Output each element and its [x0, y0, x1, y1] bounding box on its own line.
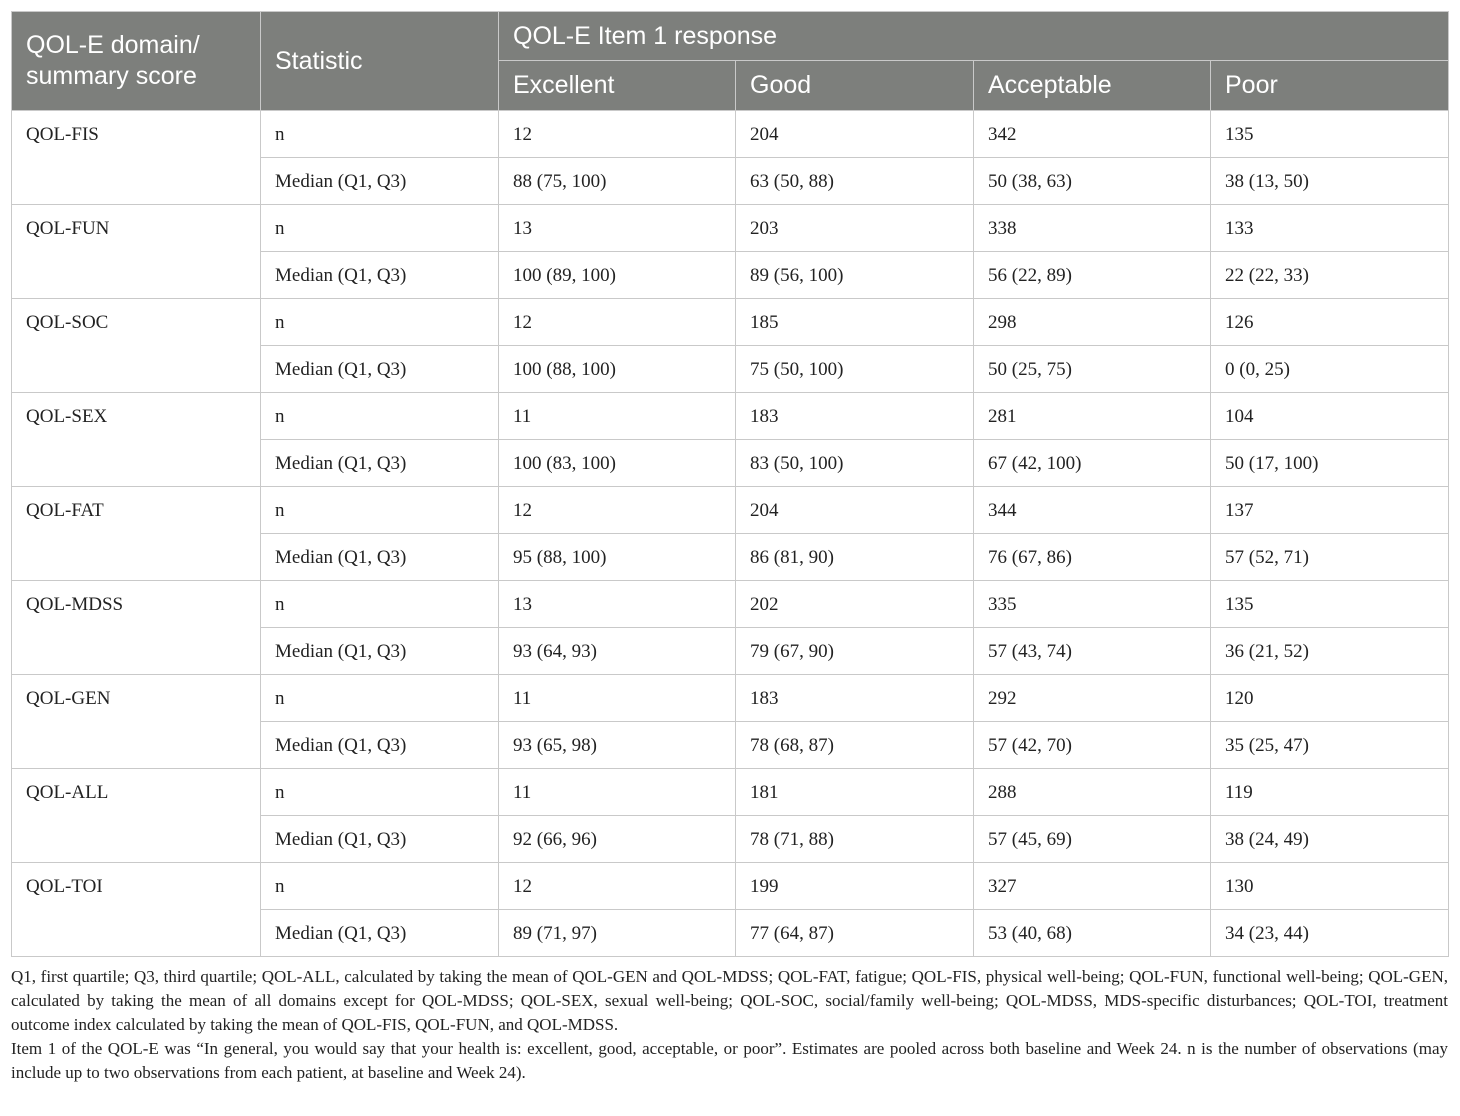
statistic-cell: n — [261, 393, 499, 440]
table-container — [11, 11, 1448, 1085]
value-cell: 63 (50, 88) — [736, 158, 974, 205]
value-cell: 292 — [974, 675, 1211, 722]
statistic-cell: n — [261, 863, 499, 910]
table-row — [12, 581, 1449, 628]
header-acceptable: Acceptable — [974, 61, 1211, 111]
value-cell: 344 — [974, 487, 1211, 534]
value-cell: 13 — [499, 205, 736, 252]
value-cell: 89 (71, 97) — [499, 910, 736, 957]
statistic-cell: Median (Q1, Q3) — [261, 628, 499, 675]
value-cell: 204 — [736, 111, 974, 158]
value-cell: 13 — [499, 581, 736, 628]
table-row — [12, 675, 1449, 722]
statistic-cell: Median (Q1, Q3) — [261, 252, 499, 299]
value-cell: 130 — [1211, 863, 1449, 910]
value-cell: 137 — [1211, 487, 1449, 534]
value-cell: 183 — [736, 393, 974, 440]
table-row — [12, 769, 1449, 816]
value-cell: 86 (81, 90) — [736, 534, 974, 581]
statistic-cell: Median (Q1, Q3) — [261, 158, 499, 205]
domain-cell: QOL-FUN — [12, 205, 261, 299]
value-cell: 12 — [499, 299, 736, 346]
header-excellent: Excellent — [499, 61, 736, 111]
value-cell: 67 (42, 100) — [974, 440, 1211, 487]
domain-cell: QOL-ALL — [12, 769, 261, 863]
value-cell: 78 (71, 88) — [736, 816, 974, 863]
value-cell: 199 — [736, 863, 974, 910]
value-cell: 135 — [1211, 581, 1449, 628]
value-cell: 126 — [1211, 299, 1449, 346]
value-cell: 342 — [974, 111, 1211, 158]
domain-cell: QOL-SEX — [12, 393, 261, 487]
value-cell: 57 (45, 69) — [974, 816, 1211, 863]
value-cell: 79 (67, 90) — [736, 628, 974, 675]
table-body — [12, 111, 1449, 957]
value-cell: 135 — [1211, 111, 1449, 158]
qol-table — [11, 11, 1449, 957]
value-cell: 50 (25, 75) — [974, 346, 1211, 393]
footnote-abbreviations: Q1, first quartile; Q3, third quartile; QOL-ALL, calculated by taking the mean of QOL-GEN and QOL-MDSS; QOL-FAT, fatigue; QOL-FIS, physical well-being; QOL-FUN, functional well-being; QOL-GEN, calculated by taking the mean of all domains except for QOL-MDSS; QOL-SEX, sexual well-being; QOL-SOC, social/family well-being; QOL-MDSS, MDS-specific disturbances; QOL-TOI, treatment outcome index calculated by taking the mean of QOL-FIS, QOL-FUN, and QOL-MDSS. — [11, 967, 1448, 1034]
value-cell: 185 — [736, 299, 974, 346]
statistic-cell: Median (Q1, Q3) — [261, 440, 499, 487]
value-cell: 202 — [736, 581, 974, 628]
value-cell: 11 — [499, 393, 736, 440]
value-cell: 298 — [974, 299, 1211, 346]
value-cell: 88 (75, 100) — [499, 158, 736, 205]
domain-cell: QOL-GEN — [12, 675, 261, 769]
statistic-cell: Median (Q1, Q3) — [261, 722, 499, 769]
value-cell: 100 (89, 100) — [499, 252, 736, 299]
value-cell: 57 (52, 71) — [1211, 534, 1449, 581]
domain-cell: QOL-TOI — [12, 863, 261, 957]
value-cell: 183 — [736, 675, 974, 722]
value-cell: 12 — [499, 863, 736, 910]
value-cell: 120 — [1211, 675, 1449, 722]
value-cell: 38 (13, 50) — [1211, 158, 1449, 205]
header-response-group: QOL-E Item 1 response — [499, 12, 1449, 61]
table-row — [12, 487, 1449, 534]
value-cell: 203 — [736, 205, 974, 252]
table-row — [12, 205, 1449, 252]
statistic-cell: n — [261, 299, 499, 346]
table-row — [12, 299, 1449, 346]
value-cell: 12 — [499, 487, 736, 534]
value-cell: 34 (23, 44) — [1211, 910, 1449, 957]
value-cell: 89 (56, 100) — [736, 252, 974, 299]
value-cell: 53 (40, 68) — [974, 910, 1211, 957]
value-cell: 93 (65, 98) — [499, 722, 736, 769]
value-cell: 11 — [499, 675, 736, 722]
table-row — [12, 863, 1449, 910]
table-row — [12, 393, 1449, 440]
value-cell: 335 — [974, 581, 1211, 628]
statistic-cell: n — [261, 675, 499, 722]
header-poor: Poor — [1211, 61, 1449, 111]
value-cell: 50 (38, 63) — [974, 158, 1211, 205]
value-cell: 281 — [974, 393, 1211, 440]
value-cell: 78 (68, 87) — [736, 722, 974, 769]
value-cell: 181 — [736, 769, 974, 816]
domain-cell: QOL-FIS — [12, 111, 261, 205]
statistic-cell: Median (Q1, Q3) — [261, 910, 499, 957]
value-cell: 75 (50, 100) — [736, 346, 974, 393]
statistic-cell: n — [261, 769, 499, 816]
statistic-cell: n — [261, 487, 499, 534]
table-row — [12, 111, 1449, 158]
statistic-cell: n — [261, 581, 499, 628]
domain-cell: QOL-FAT — [12, 487, 261, 581]
value-cell: 57 (42, 70) — [974, 722, 1211, 769]
statistic-cell: Median (Q1, Q3) — [261, 346, 499, 393]
value-cell: 100 (83, 100) — [499, 440, 736, 487]
value-cell: 12 — [499, 111, 736, 158]
header-domain: QOL-E domain/ summary score — [12, 12, 261, 111]
value-cell: 11 — [499, 769, 736, 816]
header-statistic: Statistic — [261, 12, 499, 111]
value-cell: 22 (22, 33) — [1211, 252, 1449, 299]
domain-cell: QOL-SOC — [12, 299, 261, 393]
value-cell: 83 (50, 100) — [736, 440, 974, 487]
value-cell: 204 — [736, 487, 974, 534]
value-cell: 288 — [974, 769, 1211, 816]
value-cell: 57 (43, 74) — [974, 628, 1211, 675]
value-cell: 56 (22, 89) — [974, 252, 1211, 299]
statistic-cell: Median (Q1, Q3) — [261, 816, 499, 863]
value-cell: 327 — [974, 863, 1211, 910]
value-cell: 95 (88, 100) — [499, 534, 736, 581]
value-cell: 36 (21, 52) — [1211, 628, 1449, 675]
value-cell: 38 (24, 49) — [1211, 816, 1449, 863]
statistic-cell: Median (Q1, Q3) — [261, 534, 499, 581]
statistic-cell: n — [261, 205, 499, 252]
table-footnotes — [11, 965, 1448, 1085]
value-cell: 133 — [1211, 205, 1449, 252]
value-cell: 35 (25, 47) — [1211, 722, 1449, 769]
footnote-item1: Item 1 of the QOL-E was “In general, you would say that your health is: excellent, good, acceptable, or poor”. Estimates are pooled across both baseline and Week 24. n is the number of observations (may include up to two observations from each patient, at baseline and Week 24). — [11, 1039, 1448, 1082]
value-cell: 119 — [1211, 769, 1449, 816]
value-cell: 0 (0, 25) — [1211, 346, 1449, 393]
value-cell: 92 (66, 96) — [499, 816, 736, 863]
header-good: Good — [736, 61, 974, 111]
value-cell: 93 (64, 93) — [499, 628, 736, 675]
value-cell: 338 — [974, 205, 1211, 252]
value-cell: 104 — [1211, 393, 1449, 440]
value-cell: 76 (67, 86) — [974, 534, 1211, 581]
value-cell: 50 (17, 100) — [1211, 440, 1449, 487]
statistic-cell: n — [261, 111, 499, 158]
table-header — [12, 12, 1449, 111]
value-cell: 100 (88, 100) — [499, 346, 736, 393]
value-cell: 77 (64, 87) — [736, 910, 974, 957]
domain-cell: QOL-MDSS — [12, 581, 261, 675]
